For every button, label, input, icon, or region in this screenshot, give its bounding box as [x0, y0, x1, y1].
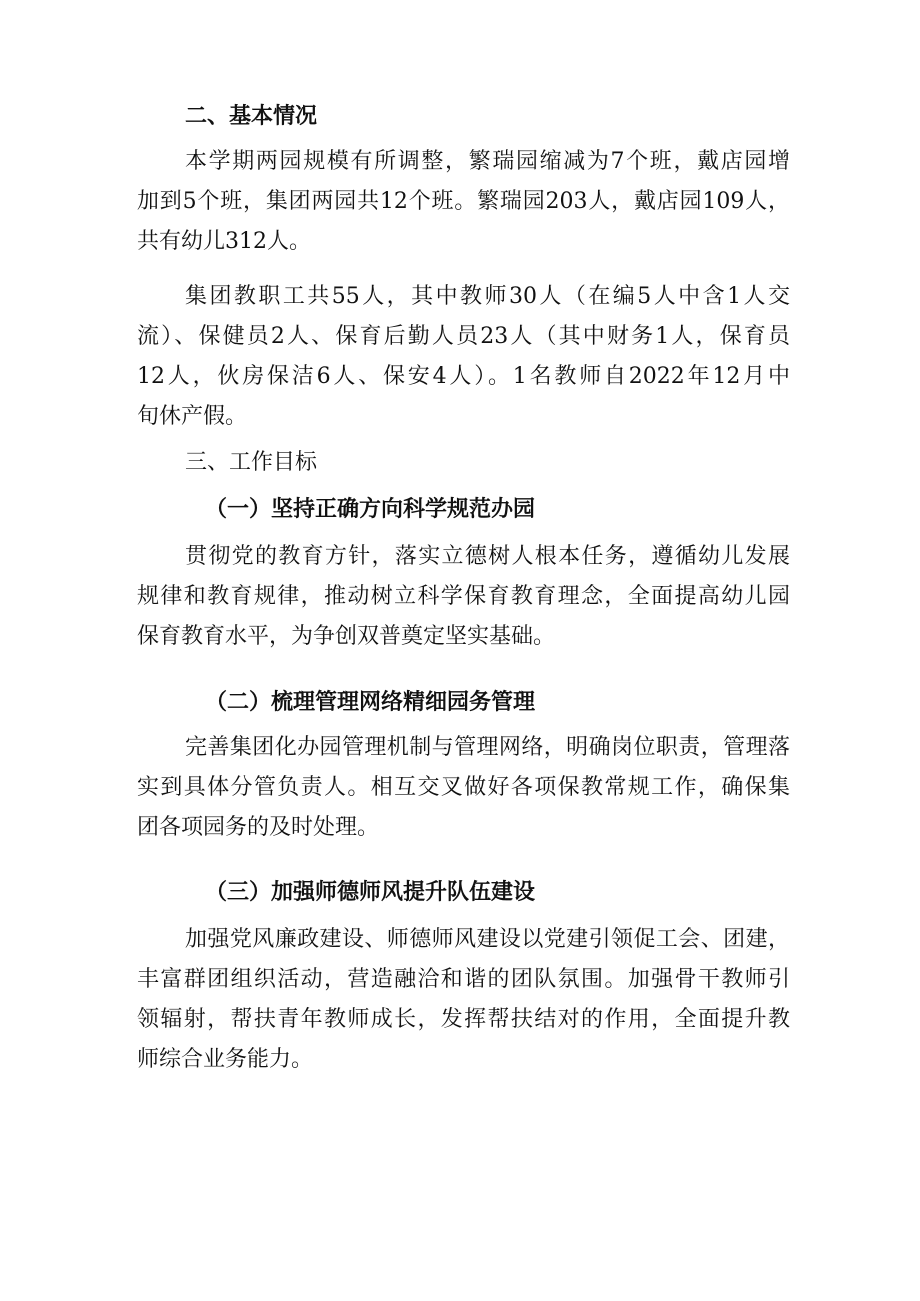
paragraph-line: 团各项园务的及时处理。: [137, 815, 380, 840]
section-heading: 三、工作目标: [185, 450, 318, 475]
paragraph-line: 规律和教育规律，推动树立科学保育教育理念，全面提高幼儿园: [137, 584, 790, 609]
paragraph-line: 保育教育水平，为争创双普奠定坚实基础。: [137, 624, 556, 649]
paragraph-line: 实到具体分管负责人。相互交叉做好各项保教常规工作，确保集: [137, 775, 790, 800]
paragraph-line: 共有幼儿312人。: [137, 229, 311, 254]
paragraph-line: 12人，伙房保洁6人、保安4人）。1名教师自2022年12月中: [137, 364, 790, 389]
paragraph-line: 旬休产假。: [137, 404, 248, 429]
subsection-heading: （二）梳理管理网络精细园务管理: [205, 690, 536, 715]
paragraph-line: 完善集团化办园管理机制与管理网络，明确岗位职责，管理落: [185, 735, 790, 760]
paragraph-line: 加强党风廉政建设、师德师风建设以党建引领促工会、团建，: [185, 927, 790, 952]
section-heading: 二、基本情况: [185, 104, 318, 129]
paragraph-line: 丰富群团组织活动，营造融洽和谐的团队氛围。加强骨干教师引: [137, 967, 790, 992]
paragraph-line: 本学期两园规模有所调整，繁瑞园缩减为7个班，戴店园增: [185, 149, 790, 174]
subsection-heading: （一）坚持正确方向科学规范办园: [205, 497, 536, 522]
paragraph-line: 加到5个班，集团两园共12个班。繁瑞园203人，戴店园109人，: [137, 189, 790, 214]
paragraph-line: 集团教职工共55人，其中教师30人（在编5人中含1人交: [185, 284, 790, 309]
paragraph-line: 贯彻党的教育方针，落实立德树人根本任务，遵循幼儿发展: [185, 544, 790, 569]
paragraph-line: 师综合业务能力。: [137, 1047, 314, 1072]
paragraph-line: 领辐射，帮扶青年教师成长，发挥帮扶结对的作用，全面提升教: [137, 1007, 790, 1032]
subsection-heading: （三）加强师德师风提升队伍建设: [205, 880, 536, 905]
paragraph-line: 流）、保健员2人、保育后勤人员23人（其中财务1人，保育员: [137, 324, 790, 349]
